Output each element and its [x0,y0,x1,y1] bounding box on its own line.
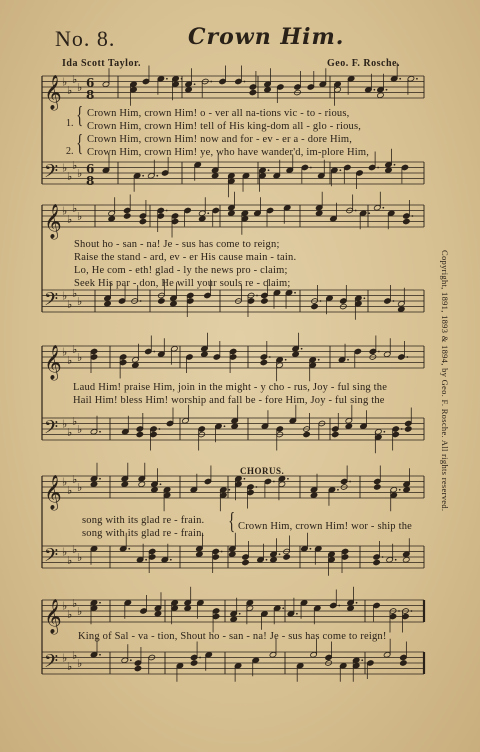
lyric-line: Crown Him, crown Him! o - ver all na-tions vic - to - rious, [87,108,350,119]
note-head [373,484,381,491]
flat-sign-icon: ♭ [72,286,78,300]
dot [244,478,246,480]
note-head [108,215,116,222]
note-head [151,486,159,493]
flat-sign-icon: ♭ [77,81,83,94]
lyric-line: Crown Him, crown Him! tell of His king-dom all - glo - rious, [87,121,362,132]
note-head [154,610,162,617]
note-head [403,486,411,493]
flat-sign-icon: ♭ [62,545,68,559]
dot [153,351,155,353]
dot [394,164,396,166]
dot [207,212,209,214]
flat-sign-icon: ♭ [72,472,78,486]
dot [199,657,201,659]
dot [337,489,339,491]
note-head [211,172,219,179]
note-head [403,218,411,225]
dot [338,605,340,607]
treble-clef-icon: 𝄞 [44,75,62,110]
dot [356,602,358,604]
bass-clef-icon: 𝄢 [44,161,59,187]
dot [411,610,413,612]
note-head [170,300,178,307]
dot [224,425,226,427]
flat-sign-icon: ♭ [77,210,83,223]
flat-sign-icon: ♭ [62,75,68,89]
hymn-number: No. 8. [55,26,116,51]
flat-sign-icon: ♭ [62,161,68,175]
lyric-line: song with its glad re - frain. [82,528,205,539]
dot [145,559,147,561]
note-head [184,605,192,612]
dot [378,351,380,353]
note-head [404,426,412,433]
flat-sign-icon: ♭ [77,167,83,180]
dot [269,356,271,358]
dot [386,89,388,91]
lyric-line: Crown Him, crown Him! ye, who have wander'd, im-plore Him, [87,147,370,158]
note-head [121,481,129,488]
note-head [261,298,269,305]
note-head [190,660,198,667]
dot [268,169,270,171]
note-head [229,551,237,558]
lyric-line: Shout ho - san - na! Je - sus has come to reign; [74,239,280,250]
composer-credit: Geo. F. Rosche. [327,58,400,69]
chorus-brace: { [228,509,236,535]
flat-sign-icon: ♭ [62,417,68,431]
flat-sign-icon: ♭ [67,83,73,97]
note-head [347,605,355,612]
dot [130,659,132,661]
dot [159,428,161,430]
dot [239,613,241,615]
lyric-line: Crown Him, crown Him! wor - ship the [238,521,413,532]
flat-sign-icon: ♭ [72,648,78,662]
treble-clef-icon: 𝄞 [44,475,62,510]
dot [347,359,349,361]
note-head [132,362,140,369]
flat-sign-icon: ♭ [77,605,83,618]
dot [377,167,379,169]
dot [128,548,130,550]
flat-sign-icon: ♭ [62,475,68,489]
note-head [230,616,238,623]
flat-sign-icon: ♭ [72,542,78,556]
flat-sign-icon: ♭ [67,212,73,226]
dot [170,559,172,561]
bass-clef-icon: 𝄢 [44,545,59,571]
dot [416,78,418,80]
note-head [185,86,193,93]
flat-sign-icon: ♭ [67,483,73,497]
flat-sign-icon: ♭ [62,599,68,613]
note-head [104,300,112,307]
dot [318,359,320,361]
dot [320,300,322,302]
dot [285,359,287,361]
copyright-notice: Copyright, 1891, 1893 & 1894, by Geo. F. Rosche. All rights reserved. [440,250,450,512]
dot [363,297,365,299]
flat-sign-icon: ♭ [67,169,73,183]
note-head [249,89,257,96]
note-head [139,218,147,225]
bass-clef-icon: 𝄢 [44,651,59,677]
dot [156,175,158,177]
flat-sign-icon: ♭ [67,425,73,439]
note-head [264,86,272,93]
note-head [385,167,393,174]
note-head [373,559,381,566]
note-head [292,351,300,358]
dot [140,300,142,302]
note-head [377,92,385,99]
flat-sign-icon: ♭ [62,289,68,303]
dot [279,553,281,555]
note-head [90,481,98,488]
flat-sign-icon: ♭ [62,651,68,665]
dot [99,602,101,604]
dot [166,78,168,80]
flat-sign-icon: ♭ [62,345,68,359]
dot [244,81,246,83]
note-head [345,423,353,430]
flat-sign-icon: ♭ [72,201,78,215]
verse-number-1: 1. [66,118,74,129]
note-head [123,213,131,220]
note-head [242,559,250,566]
lyric-line: Hail Him! bless Him! worship and fall be - fore Him, Joy - ful sing the [73,395,385,406]
lyric-line: King of Sal - va - tion, Shout ho - san - na! Je - sus has come to reign! [78,631,387,642]
dot [382,556,384,558]
dot [395,559,397,561]
dot [273,481,275,483]
dot [287,478,289,480]
flat-sign-icon: ♭ [67,353,73,367]
chorus-label: CHORUS. [240,466,285,476]
note-head [136,431,144,438]
flat-sign-icon: ♭ [77,351,83,364]
dot [393,300,395,302]
dot [266,559,268,561]
flat-sign-icon: ♭ [67,659,73,673]
verse-brace: { [76,103,84,129]
time-signature: 8 [86,88,95,102]
dot [355,210,357,212]
dot [282,607,284,609]
dot [221,551,223,553]
flat-sign-icon: ♭ [77,423,83,436]
time-signature: 6 [86,76,95,90]
dot [142,175,144,177]
note-head [231,423,239,430]
flat-sign-icon: ♭ [77,481,83,494]
lyric-line: Seek His par - don, He will your souls re - claim; [74,278,291,289]
flat-sign-icon: ♭ [67,607,73,621]
dot [398,610,400,612]
dot [210,81,212,83]
time-signature: 6 [86,162,95,176]
hymn-title: Crown Him. [188,24,345,50]
dot [399,489,401,491]
note-head [303,431,311,438]
lyricist-credit: Ida Scott Taylor. [62,58,141,69]
dot [310,548,312,550]
note-head [315,210,323,217]
flat-sign-icon: ♭ [72,158,78,172]
dot [256,295,258,297]
note-head [270,556,278,563]
flat-sign-icon: ♭ [67,297,73,311]
dot [383,431,385,433]
flat-sign-icon: ♭ [77,551,83,564]
note-head [400,660,408,667]
dot [181,78,183,80]
flat-sign-icon: ♭ [72,72,78,86]
dot [373,89,375,91]
verse-number-2: 2. [66,146,74,157]
flat-sign-icon: ♭ [72,414,78,428]
flat-sign-icon: ♭ [67,553,73,567]
treble-clef-icon: 𝄞 [44,204,62,239]
dot [99,478,101,480]
lyric-line: Crown Him, crown Him! now and for - ev - er a - dore Him, [87,134,353,145]
dot [339,169,341,171]
dot [160,483,162,485]
dot [166,210,168,212]
bass-clef-icon: 𝄢 [44,289,59,315]
lyric-line: Lo, He com - eth! glad - ly the news pro - claim; [74,265,288,276]
dot [361,659,363,661]
flat-sign-icon: ♭ [72,342,78,356]
note-head [228,210,236,217]
time-signature: 8 [86,174,95,188]
note-head [134,665,142,672]
bass-clef-icon: 𝄢 [44,417,59,443]
dot [406,356,408,358]
flat-sign-icon: ♭ [72,596,78,610]
dot [99,431,101,433]
dot [349,481,351,483]
note-head [310,492,318,499]
lyric-line: Laud Him! praise Him, join in the might - y cho - rus, Joy - ful sing the [73,382,388,393]
note-head [311,303,319,310]
note-head [402,556,410,563]
dot [228,489,230,491]
dot [399,78,401,80]
note-head [283,554,291,561]
note-head [196,551,204,558]
flat-sign-icon: ♭ [77,657,83,670]
dot [310,167,312,169]
flat-sign-icon: ♭ [62,204,68,218]
dot [411,215,413,217]
dot [368,212,370,214]
note-head [331,431,339,438]
lyric-line: Raise the stand - ard, ev - er His cause main - tain. [74,252,297,263]
note-head [198,215,206,222]
dot [99,654,101,656]
note-head [138,481,146,488]
note-head [158,298,166,305]
flat-sign-icon: ♭ [77,295,83,308]
note-head [201,351,209,358]
dot [401,428,403,430]
dot [382,207,384,209]
dot [296,613,298,615]
treble-clef-icon: 𝄞 [44,345,62,380]
treble-clef-icon: 𝄞 [44,599,62,634]
lyric-line: song with its glad re - frain. [82,515,205,526]
dot [301,348,303,350]
dot [294,292,296,294]
verse-brace: { [76,131,84,157]
note-head [398,306,406,313]
dot [194,83,196,85]
note-head [260,359,268,366]
dot [256,486,258,488]
